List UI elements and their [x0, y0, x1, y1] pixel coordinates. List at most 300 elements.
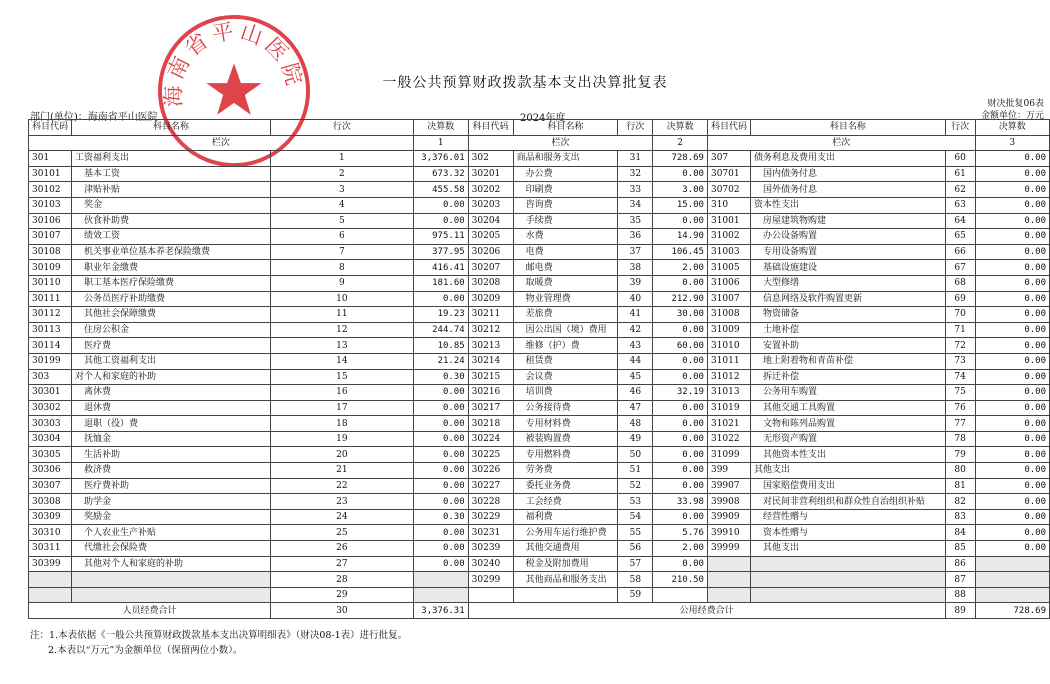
table-row: [29, 416, 1050, 432]
cell-r3: 84: [945, 525, 975, 541]
cell-n3: 其他支出: [750, 463, 945, 479]
cell-c3: 39999: [707, 541, 750, 557]
fiscal-year: 2024年度: [520, 113, 566, 124]
cell-n3: 专用设备购置: [750, 244, 945, 260]
cell-a3: 0.00: [975, 244, 1049, 260]
cell-r2: 31: [618, 151, 653, 167]
cell-n2: 物业管理费: [513, 291, 618, 307]
cell-a3: 0.00: [975, 400, 1049, 416]
cell-r1: 19: [270, 431, 413, 447]
cell-c1: 301: [29, 151, 72, 167]
cell-r2: 52: [618, 478, 653, 494]
cell-a2: 212.90: [653, 291, 708, 307]
cell-n3: 地上附着物和青苗补偿: [750, 353, 945, 369]
cell-n2: 其他交通费用: [513, 541, 618, 557]
cell-n2: 商品和服务支出: [513, 151, 618, 167]
cell-n2: 委托业务费: [513, 478, 618, 494]
cell-n3: [750, 572, 945, 588]
cell-a3: 0.00: [975, 322, 1049, 338]
header-row: [29, 120, 1050, 136]
cell-n2: 邮电费: [513, 260, 618, 276]
table-row: [29, 587, 1050, 603]
cell-c2: 30201: [468, 166, 513, 182]
cell-n1: [72, 587, 271, 603]
cell-c1: [29, 587, 72, 603]
cell-c3: [707, 572, 750, 588]
cell-c2: 30239: [468, 541, 513, 557]
cell-a3: 0.00: [975, 151, 1049, 167]
cell-n1: 职业年金缴费: [72, 260, 271, 276]
col-row-1: 行次: [270, 120, 413, 136]
cell-n2: [513, 587, 618, 603]
cell-c2: 30226: [468, 463, 513, 479]
cell-n2: 培训费: [513, 385, 618, 401]
cell-r1: 21: [270, 463, 413, 479]
table-row: [29, 541, 1050, 557]
table-row: [29, 478, 1050, 494]
col-code-3: 科目代码: [707, 120, 750, 136]
col-name-3: 科目名称: [750, 120, 945, 136]
lanci-2: 2: [653, 135, 708, 151]
cell-r3: 87: [945, 572, 975, 588]
cell-a3: 0.00: [975, 166, 1049, 182]
cell-n3: 资本性支出: [750, 197, 945, 213]
cell-a3: 0.00: [975, 447, 1049, 463]
cell-c2: 30217: [468, 400, 513, 416]
cell-r3: 88: [945, 587, 975, 603]
cell-a3: [975, 572, 1049, 588]
cell-r2: 55: [618, 525, 653, 541]
cell-r1: 3: [270, 182, 413, 198]
note-1: 注：1.本表依据《一般公共预算财政拨款基本支出决算明细表》（财决08-1表）进行批复。: [30, 630, 408, 641]
cell-n2: 专用材料费: [513, 416, 618, 432]
cell-r1: 14: [270, 353, 413, 369]
cell-r1: 12: [270, 322, 413, 338]
col-amount-3: 决算数: [975, 120, 1049, 136]
cell-c2: 30208: [468, 275, 513, 291]
cell-n3: 土地补偿: [750, 322, 945, 338]
cell-c1: 30301: [29, 385, 72, 401]
cell-a2: 2.00: [653, 260, 708, 276]
cell-c1: 303: [29, 369, 72, 385]
cell-a2: 5.76: [653, 525, 708, 541]
totals-row: [29, 603, 1050, 619]
cell-a2: 0.00: [653, 556, 708, 572]
cell-c2: [468, 587, 513, 603]
department-label: 部门(单位)：海南省平山医院: [30, 112, 158, 123]
cell-r3: 71: [945, 322, 975, 338]
cell-c3: 31013: [707, 385, 750, 401]
cell-r1: 22: [270, 478, 413, 494]
cell-a2: 3.00: [653, 182, 708, 198]
cell-n3: 文物和陈列品购置: [750, 416, 945, 432]
cell-r2: 47: [618, 400, 653, 416]
cell-n1: 代缴社会保险费: [72, 541, 271, 557]
cell-c1: 30305: [29, 447, 72, 463]
cell-n1: 个人农业生产补贴: [72, 525, 271, 541]
cell-r3: 77: [945, 416, 975, 432]
cell-a3: 0.00: [975, 385, 1049, 401]
cell-r3: 70: [945, 307, 975, 323]
cell-n2: 水费: [513, 229, 618, 245]
cell-a2: 0.00: [653, 369, 708, 385]
expenditure-table: [28, 119, 1050, 619]
cell-a1: 0.00: [413, 494, 468, 510]
table-row: [29, 525, 1050, 541]
cell-a2: 15.00: [653, 197, 708, 213]
table-row: [29, 338, 1050, 354]
cell-a3: 0.00: [975, 369, 1049, 385]
cell-c3: 307: [707, 151, 750, 167]
cell-a3: 0.00: [975, 431, 1049, 447]
cell-n1: 离休费: [72, 385, 271, 401]
cell-a1: 0.00: [413, 431, 468, 447]
lanci-label-2: 栏次: [468, 135, 653, 151]
cell-c2: 30205: [468, 229, 513, 245]
cell-r2: 43: [618, 338, 653, 354]
cell-r3: 69: [945, 291, 975, 307]
table-row: [29, 322, 1050, 338]
cell-c2: 30240: [468, 556, 513, 572]
cell-n2: 专用燃料费: [513, 447, 618, 463]
cell-a3: 0.00: [975, 229, 1049, 245]
cell-n1: [72, 572, 271, 588]
cell-c1: 30311: [29, 541, 72, 557]
cell-n1: 生活补助: [72, 447, 271, 463]
cell-n3: 物资储备: [750, 307, 945, 323]
cell-c3: 31003: [707, 244, 750, 260]
cell-n3: 国外债务付息: [750, 182, 945, 198]
cell-a1: 10.85: [413, 338, 468, 354]
table-row: [29, 307, 1050, 323]
cell-r1: 11: [270, 307, 413, 323]
cell-c2: 30206: [468, 244, 513, 260]
cell-r3: 67: [945, 260, 975, 276]
cell-r1: 18: [270, 416, 413, 432]
cell-r3: 75: [945, 385, 975, 401]
cell-c3: 31022: [707, 431, 750, 447]
cell-n3: 对民间非营利组织和群众性自治组织补贴: [750, 494, 945, 510]
table-row: [29, 509, 1050, 525]
cell-c3: [707, 556, 750, 572]
cell-a1: 0.00: [413, 447, 468, 463]
cell-a2: 210.50: [653, 572, 708, 588]
report-title: 一般公共预算财政拨款基本支出决算批复表: [382, 75, 668, 91]
col-amount-1: 决算数: [413, 120, 468, 136]
cell-r3: 73: [945, 353, 975, 369]
cell-n3: 其他资本性支出: [750, 447, 945, 463]
cell-c2: 30216: [468, 385, 513, 401]
table-row: [29, 400, 1050, 416]
cell-c1: 30108: [29, 244, 72, 260]
personnel-total-label: 人员经费合计: [29, 603, 271, 619]
cell-a1: 0.00: [413, 213, 468, 229]
personnel-total-row: 30: [270, 603, 413, 619]
cell-r3: 63: [945, 197, 975, 213]
cell-c3: 39908: [707, 494, 750, 510]
cell-a3: 0.00: [975, 197, 1049, 213]
cell-c1: 30310: [29, 525, 72, 541]
cell-c2: 30211: [468, 307, 513, 323]
cell-r1: 27: [270, 556, 413, 572]
cell-c2: 30202: [468, 182, 513, 198]
cell-r1: 15: [270, 369, 413, 385]
cell-r2: 53: [618, 494, 653, 510]
cell-a2: 0.00: [653, 447, 708, 463]
cell-a3: 0.00: [975, 525, 1049, 541]
lanci-row: [29, 135, 1050, 151]
cell-r1: 29: [270, 587, 413, 603]
cell-a2: 0.00: [653, 275, 708, 291]
cell-c2: 30225: [468, 447, 513, 463]
cell-r2: 35: [618, 213, 653, 229]
cell-n1: 对个人和家庭的补助: [72, 369, 271, 385]
cell-r2: 59: [618, 587, 653, 603]
cell-n3: 其他支出: [750, 541, 945, 557]
cell-r2: 50: [618, 447, 653, 463]
cell-r2: 40: [618, 291, 653, 307]
cell-n3: 债务利息及费用支出: [750, 151, 945, 167]
cell-a3: 0.00: [975, 494, 1049, 510]
cell-c3: 39907: [707, 478, 750, 494]
cell-n1: 退休费: [72, 400, 271, 416]
cell-r1: 26: [270, 541, 413, 557]
table-row: [29, 385, 1050, 401]
cell-c2: 30212: [468, 322, 513, 338]
cell-a1: 0.00: [413, 400, 468, 416]
cell-c1: 30303: [29, 416, 72, 432]
cell-c1: 30107: [29, 229, 72, 245]
cell-n2: 差旅费: [513, 307, 618, 323]
table-row: [29, 291, 1050, 307]
cell-c1: 30302: [29, 400, 72, 416]
table-row: [29, 353, 1050, 369]
cell-c1: 30308: [29, 494, 72, 510]
cell-r1: 6: [270, 229, 413, 245]
cell-c2: 30229: [468, 509, 513, 525]
cell-c1: 30106: [29, 213, 72, 229]
cell-a1: 0.00: [413, 525, 468, 541]
cell-c1: 30103: [29, 197, 72, 213]
cell-c2: 30209: [468, 291, 513, 307]
cell-c1: 30307: [29, 478, 72, 494]
cell-n3: 房屋建筑物购建: [750, 213, 945, 229]
cell-r3: 83: [945, 509, 975, 525]
cell-r2: 32: [618, 166, 653, 182]
cell-r1: 5: [270, 213, 413, 229]
cell-n2: 因公出国（境）费用: [513, 322, 618, 338]
cell-a1: 0.00: [413, 463, 468, 479]
table-row: [29, 244, 1050, 260]
cell-r1: 13: [270, 338, 413, 354]
cell-a2: 0.00: [653, 431, 708, 447]
table-row: [29, 463, 1050, 479]
cell-n1: 其他对个人和家庭的补助: [72, 556, 271, 572]
cell-n1: 医疗费: [72, 338, 271, 354]
cell-a1: 975.11: [413, 229, 468, 245]
cell-n3: 办公设备购置: [750, 229, 945, 245]
cell-a1: 0.30: [413, 369, 468, 385]
cell-a2: 14.90: [653, 229, 708, 245]
cell-a1: 19.23: [413, 307, 468, 323]
cell-n1: 职工基本医疗保险缴费: [72, 275, 271, 291]
cell-r2: 34: [618, 197, 653, 213]
cell-n3: 国内债务付息: [750, 166, 945, 182]
cell-n2: 被装购置费: [513, 431, 618, 447]
cell-c1: 30399: [29, 556, 72, 572]
cell-a1: 0.00: [413, 291, 468, 307]
cell-n1: 退职（役）费: [72, 416, 271, 432]
cell-c2: 30203: [468, 197, 513, 213]
cell-n1: 伙食补助费: [72, 213, 271, 229]
cell-n3: 信息网络及软件购置更新: [750, 291, 945, 307]
note-2: 2.本表以“万元”为金额单位（保留两位小数）。: [48, 645, 243, 656]
cell-a2: 0.00: [653, 322, 708, 338]
cell-n1: 奖励金: [72, 509, 271, 525]
cell-c3: 31005: [707, 260, 750, 276]
cell-n2: 其他商品和服务支出: [513, 572, 618, 588]
cell-a3: 0.00: [975, 307, 1049, 323]
cell-c2: 30207: [468, 260, 513, 276]
svg-text:海南省平山医院: 海南省平山医院: [161, 18, 308, 108]
cell-c3: 31001: [707, 213, 750, 229]
cell-r3: 68: [945, 275, 975, 291]
amount-unit: 金额单位：万元: [980, 111, 1044, 121]
cell-c3: 31011: [707, 353, 750, 369]
cell-r1: 2: [270, 166, 413, 182]
cell-a2: 0.00: [653, 509, 708, 525]
table-row: [29, 447, 1050, 463]
cell-n1: 津贴补贴: [72, 182, 271, 198]
lanci-label-3: 栏次: [707, 135, 975, 151]
cell-a1: 673.32: [413, 166, 468, 182]
cell-c1: 30102: [29, 182, 72, 198]
cell-c3: 39909: [707, 509, 750, 525]
table-row: [29, 275, 1050, 291]
cell-a1: 0.00: [413, 556, 468, 572]
cell-a3: [975, 587, 1049, 603]
cell-c1: 30199: [29, 353, 72, 369]
cell-c3: 39910: [707, 525, 750, 541]
cell-n2: 电费: [513, 244, 618, 260]
cell-a2: 0.00: [653, 353, 708, 369]
cell-n3: 基础设施建设: [750, 260, 945, 276]
cell-r2: 57: [618, 556, 653, 572]
table-row: [29, 166, 1050, 182]
cell-r3: 74: [945, 369, 975, 385]
cell-a3: 0.00: [975, 478, 1049, 494]
cell-c2: 30213: [468, 338, 513, 354]
cell-r3: 79: [945, 447, 975, 463]
col-code-1: 科目代码: [29, 120, 72, 136]
cell-c2: 30224: [468, 431, 513, 447]
table-row: [29, 556, 1050, 572]
cell-a3: [975, 556, 1049, 572]
cell-r1: 28: [270, 572, 413, 588]
cell-c3: 399: [707, 463, 750, 479]
cell-a3: 0.00: [975, 338, 1049, 354]
cell-a1: 455.58: [413, 182, 468, 198]
cell-c2: 30299: [468, 572, 513, 588]
cell-r2: 41: [618, 307, 653, 323]
cell-n2: 咨询费: [513, 197, 618, 213]
cell-n1: 其他工资福利支出: [72, 353, 271, 369]
col-row-3: 行次: [945, 120, 975, 136]
cell-a2: 0.00: [653, 166, 708, 182]
cell-n3: 其他交通工具购置: [750, 400, 945, 416]
form-code: 财决批复06表: [987, 99, 1044, 109]
cell-r3: 65: [945, 229, 975, 245]
cell-r2: 51: [618, 463, 653, 479]
cell-c1: 30112: [29, 307, 72, 323]
cell-r2: 33: [618, 182, 653, 198]
cell-c3: 31002: [707, 229, 750, 245]
cell-c2: 30214: [468, 353, 513, 369]
cell-c1: 30109: [29, 260, 72, 276]
cell-r1: 1: [270, 151, 413, 167]
cell-a1: 0.00: [413, 416, 468, 432]
cell-n3: 公务用车购置: [750, 385, 945, 401]
cell-n2: 税金及附加费用: [513, 556, 618, 572]
cell-n2: 办公费: [513, 166, 618, 182]
cell-c1: 30304: [29, 431, 72, 447]
table-row: [29, 229, 1050, 245]
cell-r3: 82: [945, 494, 975, 510]
cell-r1: 24: [270, 509, 413, 525]
cell-n2: 福利费: [513, 509, 618, 525]
cell-n1: 机关事业单位基本养老保险缴费: [72, 244, 271, 260]
cell-r3: 85: [945, 541, 975, 557]
lanci-1: 1: [413, 135, 468, 151]
cell-n2: 会议费: [513, 369, 618, 385]
cell-n3: 资本性赠与: [750, 525, 945, 541]
cell-n2: 公务用车运行维护费: [513, 525, 618, 541]
cell-n3: [750, 556, 945, 572]
cell-n3: 经营性赠与: [750, 509, 945, 525]
cell-a2: 60.00: [653, 338, 708, 354]
cell-a3: 0.00: [975, 416, 1049, 432]
cell-c2: 30228: [468, 494, 513, 510]
cell-a3: 0.00: [975, 353, 1049, 369]
cell-n3: 安置补助: [750, 338, 945, 354]
cell-n1: 基本工资: [72, 166, 271, 182]
cell-c1: [29, 572, 72, 588]
cell-a3: 0.00: [975, 260, 1049, 276]
cell-a2: 0.00: [653, 416, 708, 432]
cell-a2: 0.00: [653, 478, 708, 494]
cell-r3: 72: [945, 338, 975, 354]
cell-n2: 工会经费: [513, 494, 618, 510]
cell-c2: 30227: [468, 478, 513, 494]
cell-a3: 0.00: [975, 275, 1049, 291]
cell-n2: 取暖费: [513, 275, 618, 291]
cell-a1: [413, 572, 468, 588]
cell-c1: 30101: [29, 166, 72, 182]
cell-a3: 0.00: [975, 463, 1049, 479]
cell-r3: 61: [945, 166, 975, 182]
cell-c3: 310: [707, 197, 750, 213]
cell-c1: 30309: [29, 509, 72, 525]
cell-a2: 32.19: [653, 385, 708, 401]
cell-a3: 0.00: [975, 541, 1049, 557]
cell-n2: 维修（护）费: [513, 338, 618, 354]
cell-r2: 38: [618, 260, 653, 276]
cell-r2: 46: [618, 385, 653, 401]
cell-r2: 44: [618, 353, 653, 369]
cell-c1: 30306: [29, 463, 72, 479]
cell-n1: 绩效工资: [72, 229, 271, 245]
cell-r2: 48: [618, 416, 653, 432]
